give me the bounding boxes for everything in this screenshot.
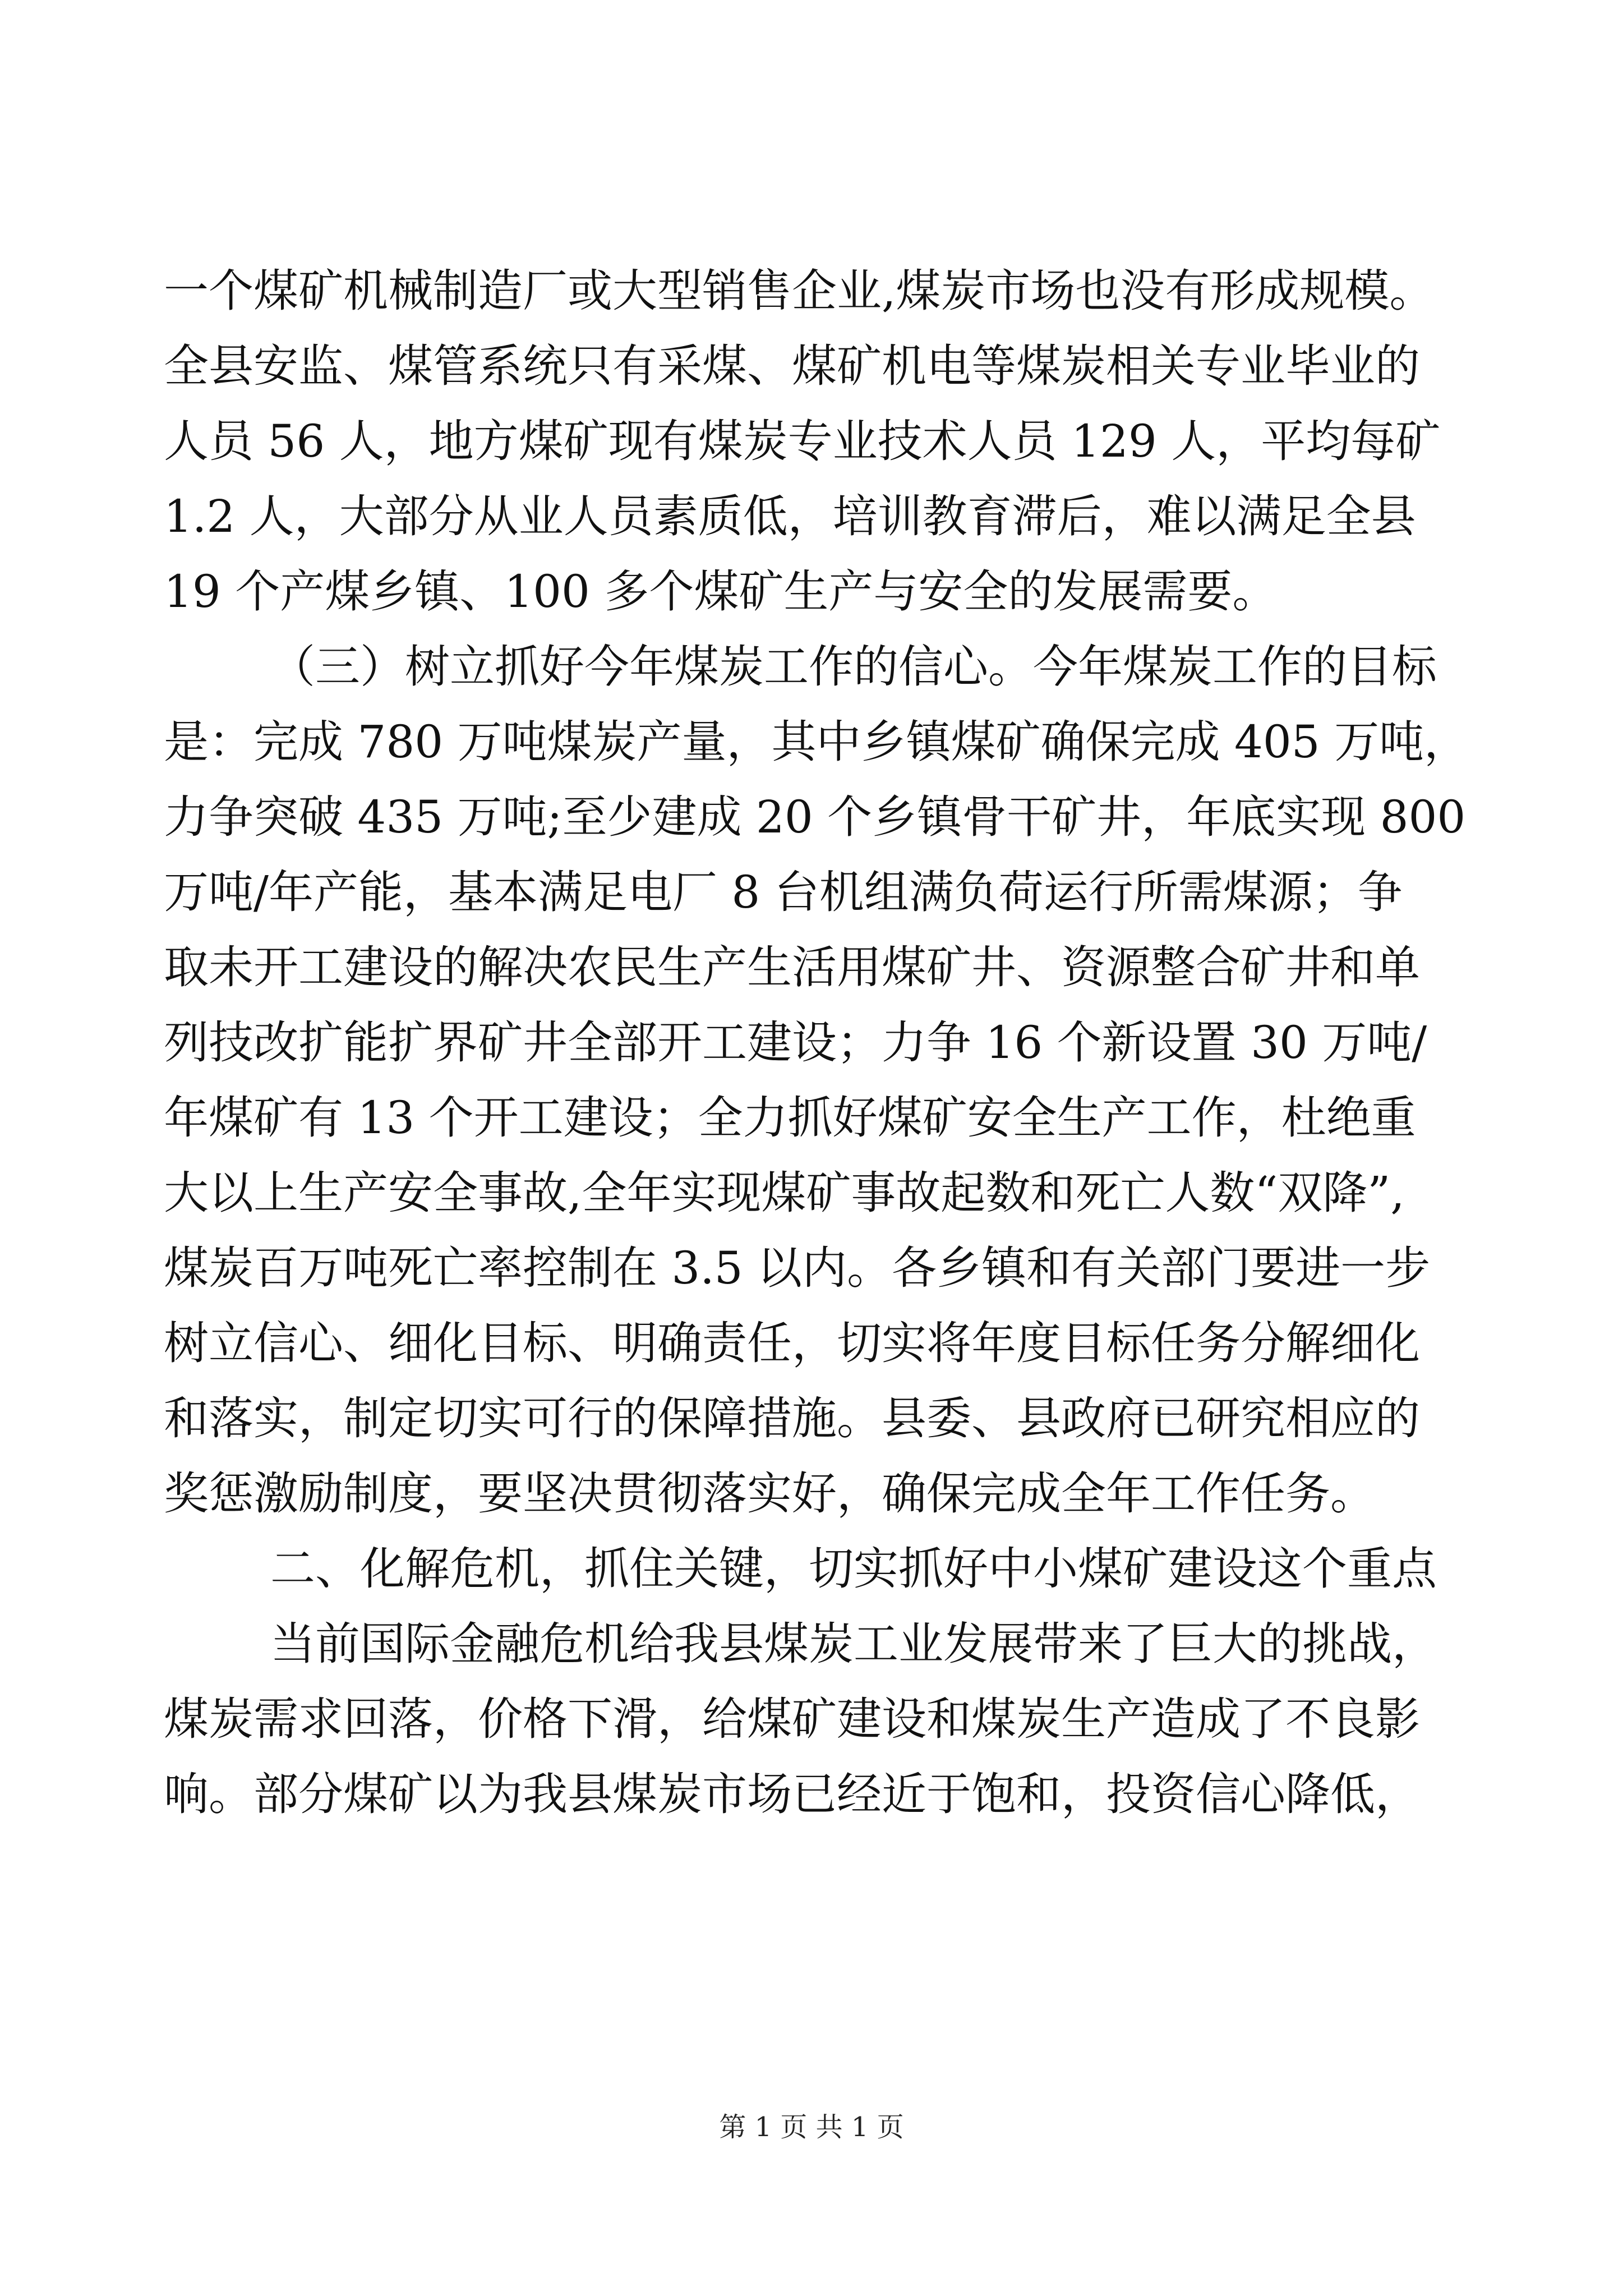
text-line: 煤炭需求回落，价格下滑，给煤矿建设和煤炭生产造成了不良影 [164,1693,1420,1745]
text-line: 人员 56 人，地方煤矿现有煤炭专业技术人员 129 人，平均每矿 [164,415,1441,467]
text-line: 年煤矿有 13 个开工建设；全力抓好煤矿安全生产工作，杜绝重 [164,1092,1416,1144]
text-line: 取未开工建设的解决农民生产生活用煤矿井、资源整合矿井和单 [164,941,1420,993]
text-line: 树立信心、细化目标、明确责任，切实将年度目标任务分解细化 [164,1317,1420,1369]
text-line: 全县安监、煤管系统只有采煤、煤矿机电等煤炭相关专业毕业的 [164,340,1420,392]
text-line: 响。部分煤矿以为我县煤炭市场已经近于饱和，投资信心降低， [164,1768,1420,1820]
text-line: （三）树立抓好今年煤炭工作的信心。今年煤炭工作的目标 [270,641,1437,693]
text-line: 当前国际金融危机给我县煤炭工业发展带来了巨大的挑战， [270,1618,1437,1670]
text-line: 奖惩激励制度，要坚决贯彻落实好，确保完成全年工作任务。 [164,1467,1375,1520]
text-line: 力争突破 435 万吨;至少建成 20 个乡镇骨干矿井，年底实现 800 [164,791,1466,843]
text-line: 和落实，制定切实可行的保障措施。县委、县政府已研究相应的 [164,1392,1420,1444]
text-line: 是：完成 780 万吨煤炭产量，其中乡镇煤矿确保完成 405 万吨， [164,716,1469,768]
text-line: 煤炭百万吨死亡率控制在 3.5 以内。各乡镇和有关部门要进一步 [164,1242,1431,1294]
section-heading: 二、化解危机，抓住关键，切实抓好中小煤矿建设这个重点 [270,1543,1437,1595]
text-line: 大以上生产安全事故,全年实现煤矿事故起数和死亡人数“双降”, [164,1167,1405,1219]
body-text [164,254,1470,1832]
text-line: 一个煤矿机械制造厂或大型销售企业,煤炭市场也没有形成规模。 [164,265,1435,317]
text-line: 1.2 人，大部分从业人员素质低，培训教育滞后，难以满足全县 [164,490,1416,542]
text-line: 万吨/年产能，基本满足电厂 8 台机组满负荷运行所需煤源；争 [164,866,1403,918]
page-number-footer: 第 1 页 共 1 页 [719,2111,904,2143]
text-line: 19 个产煤乡镇、100 多个煤矿生产与安全的发展需要。 [164,565,1278,618]
text-line: 列技改扩能扩界矿井全部开工建设；力争 16 个新设置 30 万吨/ [164,1016,1427,1069]
